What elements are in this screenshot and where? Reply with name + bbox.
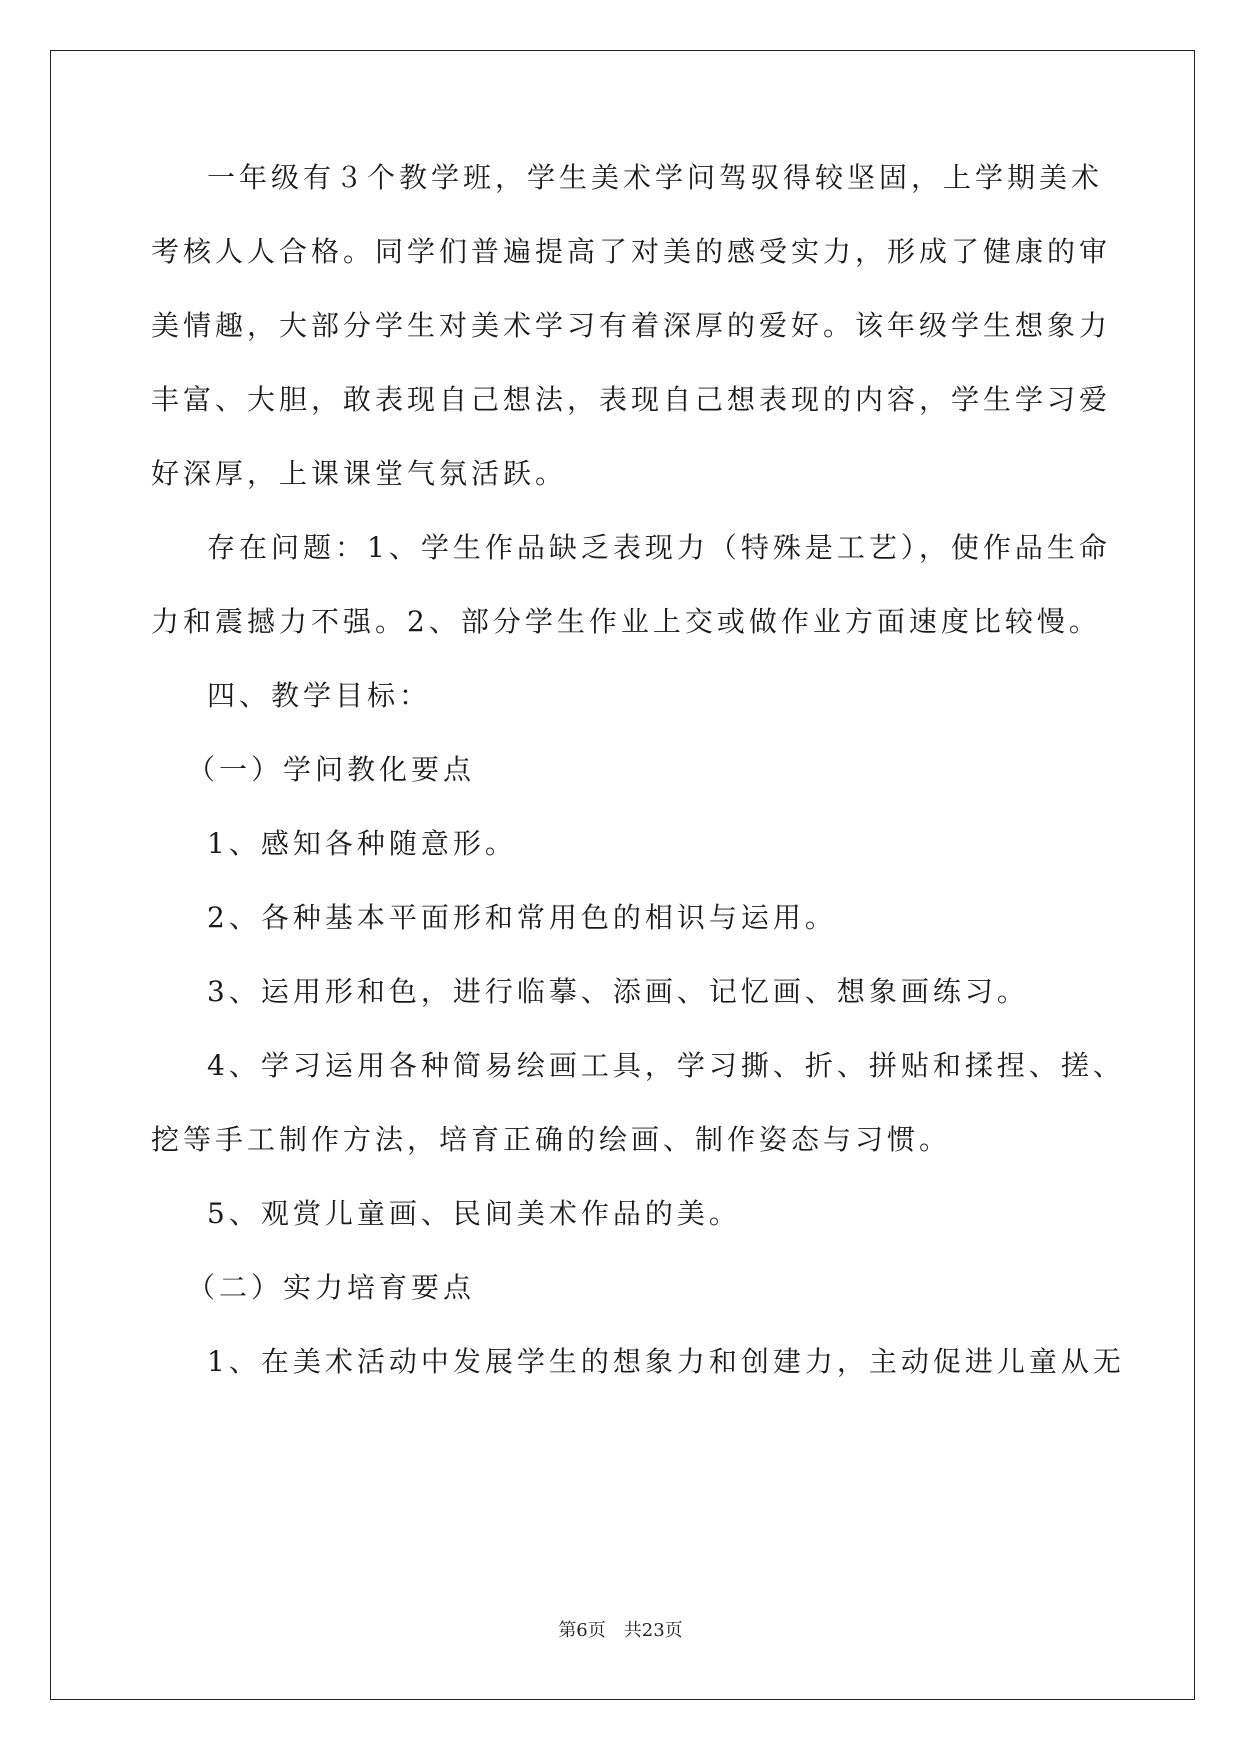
list-item: 1、在美术活动中发展学生的想象力和创建力，主动促进儿童从无 — [207, 1345, 1125, 1378]
list-item: 4、学习运用各种简易绘画工具，学习撕、折、拼贴和揉捏、搓、 — [207, 1049, 1125, 1082]
list-item: 1、感知各种随意形。 — [207, 827, 517, 860]
list-item: 5、观赏儿童画、民间美术作品的美。 — [207, 1197, 741, 1230]
list-item: 3、运用形和色，进行临摹、添画、记忆画、想象画练习。 — [207, 975, 1029, 1008]
text-line: 考核人人合格。同学们普遍提高了对美的感受实力，形成了健康的审 — [151, 235, 1112, 268]
text-line: 丰富、大胆，敢表现自己想法，表现自己想表现的内容，学生学习爱 — [151, 383, 1112, 416]
list-item: 2、各种基本平面形和常用色的相识与运用。 — [207, 901, 837, 934]
page-number: 第6页 共23页 — [558, 1620, 683, 1641]
text-line: 存在问题：1、学生作品缺乏表现力（特殊是工艺），使作品生命 — [207, 531, 1111, 564]
subsection-heading: （一）学问教化要点 — [187, 753, 476, 786]
subsection-heading: （二）实力培育要点 — [187, 1271, 476, 1304]
text-line: 好深厚，上课课堂气氛活跃。 — [151, 457, 568, 490]
text-line: 力和震撼力不强。2、部分学生作业上交或做作业方面速度比较慢。 — [151, 605, 1101, 638]
page-footer — [0, 1616, 1241, 1642]
text-line: 美情趣，大部分学生对美术学习有着深厚的爱好。该年级学生想象力 — [151, 309, 1112, 342]
page-border — [50, 50, 1195, 1700]
text-line: 挖等手工制作方法，培育正确的绘画、制作姿态与习惯。 — [151, 1123, 952, 1156]
section-heading: 四、教学目标： — [207, 679, 432, 712]
text-line: 一年级有３个教学班，学生美术学问驾驭得较坚固，上学期美术 — [207, 161, 1104, 194]
